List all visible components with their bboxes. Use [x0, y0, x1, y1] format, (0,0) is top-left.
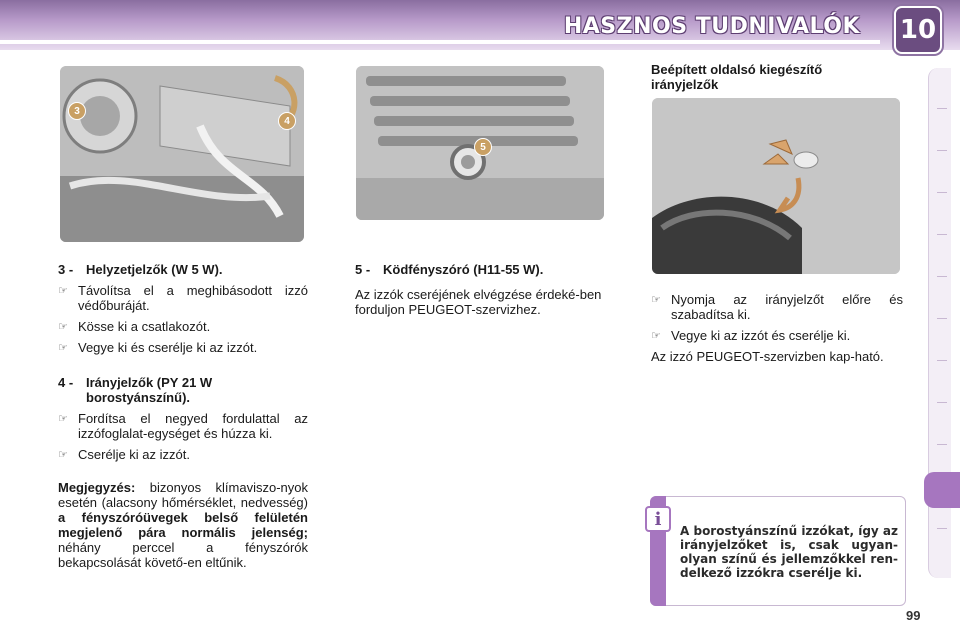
list-item — [651, 328, 903, 343]
section-5-number: 5 - — [355, 262, 371, 277]
note-text-1: bizonyos klímaviszo-nyok esetén (alacsony hőmérséklet, nedvesség) — [58, 480, 308, 510]
list-item — [58, 447, 308, 462]
headlamp-illustration — [60, 66, 304, 242]
note-text-2: néhány perccel a fényszórók bekapcsolását követő-en eltűnik. — [58, 540, 308, 570]
section-4-title — [58, 375, 308, 405]
section-3-number: 3 - — [58, 262, 74, 277]
section-4-title-text: Irányjelzők (PY 21 W borostyánszínű). — [86, 375, 213, 405]
section-5-title-text: Ködfényszóró (H11-55 W). — [383, 262, 544, 277]
header-stripe — [0, 40, 880, 44]
rail-divider — [937, 318, 947, 319]
rail-divider — [937, 276, 947, 277]
column-3-body — [651, 292, 903, 364]
info-text: A borostyánszínű izzókat, így az irányjelzőket is, csak ugyan-olyan színű és jellemzőkkel ren-delkező izzókra cserélje ki. — [680, 524, 898, 580]
step-text: Vegye ki az izzót és cserélje ki. — [671, 328, 851, 343]
step-text: Kösse ki a csatlakozót. — [78, 319, 211, 334]
list-item — [58, 411, 308, 441]
section-3-title-text: Helyzetjelzők (W 5 W). — [86, 262, 223, 277]
rail-divider — [937, 150, 947, 151]
section-5-text: Az izzók cseréjének elvégzése érdeké-ben forduljon PEUGEOT-szervizhez. — [355, 287, 602, 317]
chapter-title: HASZNOS TUDNIVALÓK — [563, 14, 860, 39]
column-1 — [58, 262, 308, 570]
section-3-title — [58, 262, 308, 277]
availability-text: Az izzó PEUGEOT-szervizben kap-ható. — [651, 349, 884, 364]
callout-3: 3 — [68, 102, 86, 120]
photo-fog-lamp — [356, 66, 604, 220]
step-text: Vegye ki és cserélje ki az izzót. — [78, 340, 258, 355]
rail-divider — [937, 108, 947, 109]
note-label: Megjegyzés: — [58, 480, 136, 495]
section-4-number: 4 - — [58, 375, 74, 390]
pointing-hand-icon: ☞ — [651, 293, 661, 306]
pointing-hand-icon: ☞ — [58, 412, 68, 425]
side-indicator-title: Beépített oldalsó kiegészítő irányjelzők — [651, 62, 823, 92]
step-text: Cserélje ki az izzót. — [78, 447, 190, 462]
rail-divider — [937, 444, 947, 445]
column-3 — [651, 62, 901, 98]
list-item — [651, 292, 903, 322]
list-item — [58, 319, 308, 334]
note-paragraph — [58, 480, 308, 570]
list-item — [58, 283, 308, 313]
column-2 — [355, 262, 607, 317]
side-indicator-illustration — [652, 98, 900, 274]
rail-divider — [937, 360, 947, 361]
step-text: Távolítsa el a meghibásodott izzó védőburáját. — [78, 283, 308, 313]
pointing-hand-icon: ☞ — [58, 448, 68, 461]
rail-divider — [937, 192, 947, 193]
pointing-hand-icon: ☞ — [58, 320, 68, 333]
note-text-bold: a fényszóróüvegek belső felületén megjelenő pára normális jelenség; — [58, 510, 308, 540]
active-chapter-tab[interactable] — [924, 472, 960, 508]
callout-5: 5 — [474, 138, 492, 156]
pointing-hand-icon: ☞ — [58, 341, 68, 354]
step-text: Fordítsa el negyed fordulattal az izzófoglalat-egységet és húzza ki. — [78, 411, 308, 441]
chapter-number-badge: 10 — [894, 6, 942, 54]
rail-divider — [937, 402, 947, 403]
photo-headlamp-rear — [60, 66, 304, 242]
pointing-hand-icon: ☞ — [651, 329, 661, 342]
page-number: 99 — [906, 608, 921, 623]
pointing-hand-icon: ☞ — [58, 284, 68, 297]
photo-side-indicator — [652, 98, 900, 274]
list-item — [58, 340, 308, 355]
info-icon: i — [645, 506, 671, 532]
callout-4: 4 — [278, 112, 296, 130]
step-text: Nyomja az irányjelzőt előre és szabadítsa ki. — [671, 292, 903, 322]
rail-divider — [937, 528, 947, 529]
rail-divider — [937, 234, 947, 235]
chapter-header — [0, 0, 960, 50]
section-5-title — [355, 262, 607, 277]
